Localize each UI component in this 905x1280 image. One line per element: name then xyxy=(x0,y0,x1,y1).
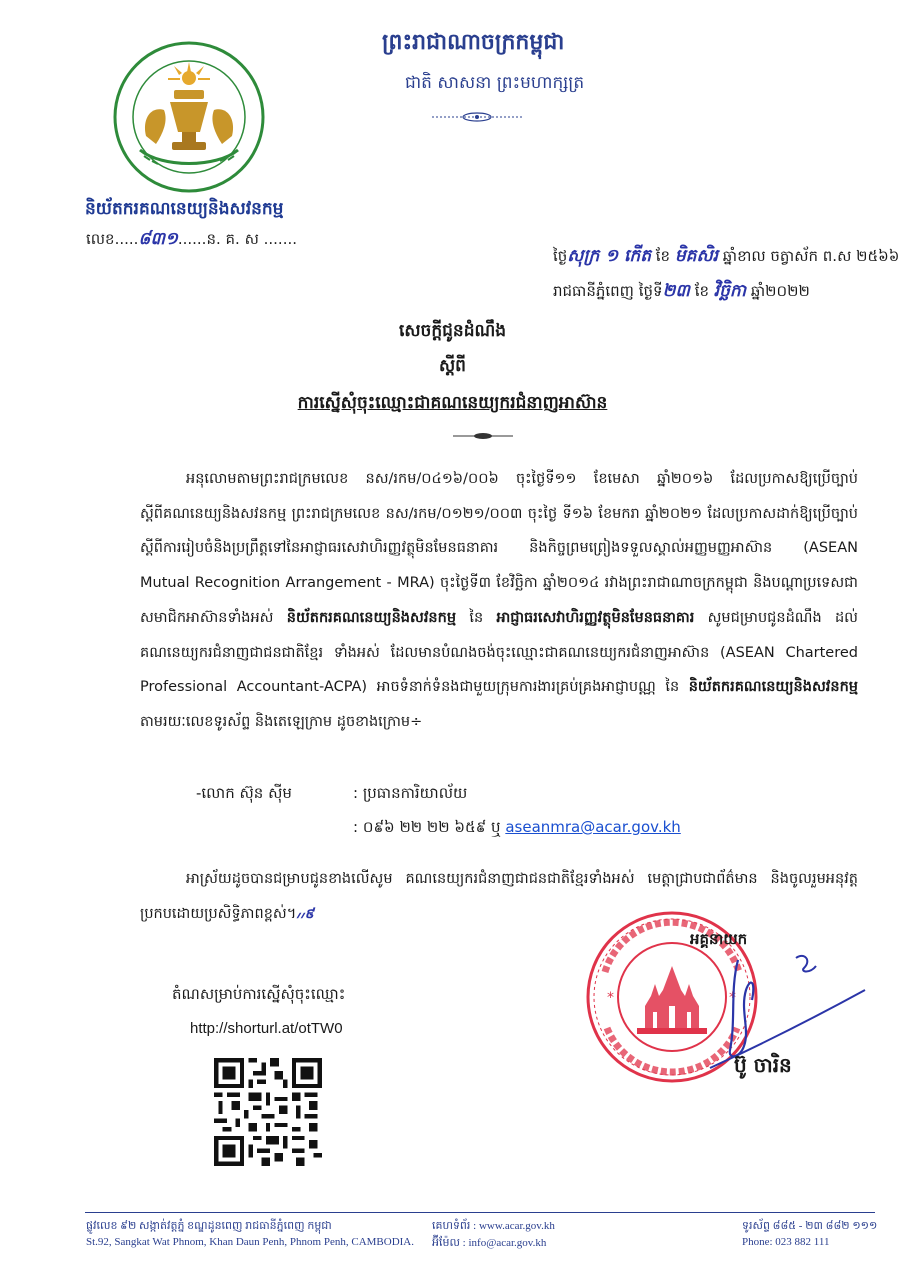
ornament-divider xyxy=(432,110,522,124)
footer-phone-en: Phone: 023 882 111 xyxy=(742,1236,830,1248)
contact-phone xyxy=(353,818,681,840)
title-ornament xyxy=(453,430,513,442)
authority-name-bold: អាជ្ញាធរសេវាហិរញ្ញវត្ថុមិនមែនធនាគារ xyxy=(496,609,695,626)
footer-address-km: ផ្លូវលេខ ៩២ សង្កាត់វត្តភ្នំ ខណ្ឌដូនពេញ រាជធានីភ្នំពេញ កម្ពុជា xyxy=(86,1220,332,1232)
civil-date xyxy=(553,280,810,305)
svg-text:*: * xyxy=(729,990,736,1006)
org-name: និយ័តករគណនេយ្យនិងសវនកម្ម xyxy=(85,199,284,219)
contact-phone-number: : ០៩៦ ២២ ២២ ៦៥៩ ឬ xyxy=(353,818,506,836)
contact-email-link[interactable]: aseanmra@acar.gov.kh xyxy=(505,818,681,836)
document-title: សេចក្តីជូនដំណឹង xyxy=(398,321,507,341)
ref-suffix: ......ន. គ. ស ....... xyxy=(177,230,297,248)
body-text-1: អនុលោមតាមព្រះរាជក្រមលេខ នស/រកម/០៤១៦/០០៦ ចុះថ្ងៃទី១១ ខែមេសា ឆ្នាំ២០១៦ ដែលប្រកាសឱ្យប្រើច្បាប់ស្តីពីគណនេយ្យនិងសវនកម្ម ព្រះរាជក្រមលេខ នស/រកម/០១២១/០០៣ ចុះថ្ងៃ ទី១៦ ខែមករា ឆ្នាំ២០២១ ដែលប្រកាសដាក់ឱ្យប្រើច្បាប់ស្តីពីការរៀបចំនិងប្រព្រឹត្តទៅនៃអាជ្ញាធរសេវាហិរញ្ញវត្ថុមិនមែនធនាគារ និងកិច្ចព្រមព្រៀងទទួលស្គាល់អញ្ញមញ្ញអាស៊ាន (ASEAN Mutual Recognition Arrangement - MRA) ចុះថ្ងៃទី៣ ខែវិច្ឆិកា ឆ្នាំ២០១៤ រវាងព្រះរាជាណាចក្រកម្ពុជា និងបណ្តាប្រទេសជាសមាជិកអាស៊ានទាំងអស់ xyxy=(140,471,858,626)
footer-divider xyxy=(85,1212,875,1213)
closing-text: អាស្រ័យដូចបានជម្រាបជូនខាងលើសូម គណនេយ្យករជំនាញជាជនជាតិខ្មែរទាំងអស់ មេត្តាជ្រាបជាព័ត៌មាន និងចូលរួមអនុវត្តប្រកបដោយប្រសិទ្ធិភាពខ្ពស់។ xyxy=(140,871,858,922)
civil-prefix: រាជធានីភ្នំពេញ ថ្ងៃទី xyxy=(553,282,663,300)
svg-text:*: * xyxy=(607,990,614,1006)
registration-link-label: តំណសម្រាប់ការស្នើសុំចុះឈ្មោះ xyxy=(172,985,346,1003)
footer-website[interactable]: គេហទំព័រ : www.acar.gov.kh xyxy=(432,1220,555,1232)
national-motto: ជាតិ សាសនា ព្រះមហាក្សត្រ xyxy=(405,73,585,93)
civil-month-handwritten: វិច្ឆិកា xyxy=(713,281,747,301)
acar-logo xyxy=(112,40,267,195)
org-name-bold-1: និយ័តករគណនេយ្យនិងសវនកម្ម xyxy=(286,609,457,626)
contact-name: -លោក ស៊ុន ស៊ីម xyxy=(196,784,292,802)
lunar-date xyxy=(553,245,899,270)
lunar-month-label: ខែ xyxy=(651,247,675,265)
lunar-day-handwritten: សុក្រ ១ កើត xyxy=(567,246,652,266)
ref-number-handwritten: ៨៣១ xyxy=(138,229,178,249)
civil-month-label: ខែ xyxy=(689,282,714,300)
document-subtitle-about: ស្តីពី xyxy=(439,356,466,376)
body-text-2: នៃ xyxy=(456,609,497,626)
signer-title: អគ្គនាយក xyxy=(690,930,748,948)
footer-address-en: St.92, Sangkat Wat Phnom, Khan Daun Penh, Phnom Penh, CAMBODIA. xyxy=(86,1236,414,1248)
document-subject: ការស្នើសុំចុះឈ្មោះជាគណនេយ្យករជំនាញអាស៊ាន xyxy=(297,393,608,413)
contact-role: : ប្រធានការិយាល័យ xyxy=(353,784,468,802)
lunar-year: ឆ្នាំខាល ចត្វាស័ក ព.ស ២៥៦៦ xyxy=(718,247,900,265)
footer-phone-km: ទូរស័ព្ទ ៨៨៥ - ២៣ ៨៨២ ១១១ xyxy=(742,1220,878,1232)
body-text-3: សូមជម្រាបជូនដំណឹង ដល់គណនេយ្យករជំនាញជាជនជាតិខ្មែរ ទាំងអស់ ដែលមានបំណងចង់ចុះឈ្មោះជាគណនេយ្យករជំនាញអាស៊ាន (ASEAN Chartered Professional Accountant-ACPA) អាចទំនាក់ទំនងជាមួយក្រុមការងារគ្រប់គ្រងអាជ្ញាបណ្ណ នៃ xyxy=(140,609,858,696)
signer-name: ប៊ូ ចារិន xyxy=(734,1053,792,1077)
kingdom-heading: ព្រះរាជាណាចក្រកម្ពុជា xyxy=(382,30,565,55)
closing-handwritten-mark: ៸៸៩ xyxy=(296,904,314,922)
org-name-bold-2: និយ័តករគណនេយ្យនិងសវនកម្ម xyxy=(688,679,858,696)
lunar-prefix: ថ្ងៃ xyxy=(553,247,568,265)
ref-prefix: លេខ..... xyxy=(86,230,139,248)
lunar-month-handwritten: មិគសិរ xyxy=(674,246,719,266)
qr-code[interactable] xyxy=(214,1058,322,1166)
civil-day-handwritten: ២៣ xyxy=(662,281,690,301)
body-text-4: តាមរយៈលេខទូរស័ព្ទ និងតេឡេក្រាម ដូចខាងក្រោម÷ xyxy=(140,713,423,730)
reference-number xyxy=(86,228,297,253)
civil-year: ឆ្នាំ២០២២ xyxy=(746,282,810,300)
body-paragraph xyxy=(140,462,858,740)
registration-link-url[interactable]: http://shorturl.at/otTW0 xyxy=(190,1020,343,1037)
footer-email[interactable]: អ៊ីម៉ែល : info@acar.gov.kh xyxy=(432,1237,547,1249)
